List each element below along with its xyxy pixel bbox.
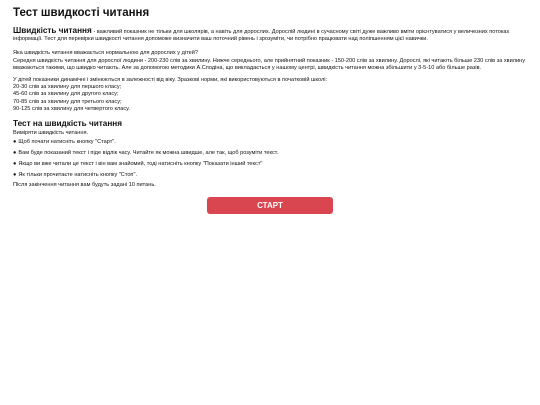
adults-text: Середня швидкість читання для дорослої людини - 200-230 слів за хвилину. Нижче середнього, але прийнятний показник - 150-200 слів за хвилину. Дорослі, які читають більше 230 слів за хвилину вважаються такими, що швидко читають. Але за допомогою методики А.Сподіна, що викладається у нашому центрі, швидкість читання можна збільшити у 3-5-10 або більше разів. [13,57,526,71]
intro-text: - важливий показник не тільки для школярів, а навіть для дорослих. Дорослій людині в сучасному світі дуже важливо вміти орієнтуватися у величезних потоках інформації. Тест для перевірки швидкості читання допоможе визначити ваш поточний рівень і зрозуміти, чи потрібно працювати над поліпшенням цієї навички. [13,29,510,43]
bullet-icon: ● [13,160,17,167]
norm-grade-1: 20-30 слів за хвилину для першого класу; [13,84,122,91]
list-item: ● Щоб почати натисніть кнопку "Старт". [13,139,116,146]
start-button[interactable]: СТАРТ [207,197,333,214]
norm-grade-3: 70-85 слів за хвилину для третього класу; [13,98,122,105]
adults-question: Яка швидкість читання вважається нормальною для дорослих у дітей? [13,50,198,57]
bullet-icon: ● [13,171,17,178]
test-heading: Тест на швидкість читання [13,119,122,129]
norm-grade-4: 90-125 слів за хвилину для четвертого класу. [13,105,130,112]
list-item: ● Якщо ви вже читали це текст і він вам знайомий, тоді натисніть кнопку "Показати інший текст" [13,160,263,167]
page-title: Тест швидкості читання [13,7,150,19]
adults-paragraph [13,50,527,72]
bullet-icon: ● [13,150,17,157]
norm-grade-2: 45-60 слів за хвилину для другого класу; [13,91,119,98]
bullet-icon: ● [13,139,17,146]
list-item: ● Як тільки прочитаєте натисніть кнопку "Стоп". [13,171,138,178]
steps-title: Виміряти швидкість читання. [13,130,89,137]
intro-paragraph [13,27,527,43]
intro-lead: Швидкість читання [13,26,92,35]
start-button-container [13,195,527,214]
instructions-list [13,139,527,179]
list-item: ● Вам буде показаний текст і піде відлік часу. Читайте як можна швидше, але так, щоб розуміти текст. [13,150,279,157]
after-note: Після закінчення читання вам будуть задані 10 питань. [13,182,156,189]
children-intro: У дітей показники динамічні і змінюються в залежності від віку. Зразкові норми, які використовуються в початковій школі: [13,77,328,84]
children-norms [13,77,527,113]
